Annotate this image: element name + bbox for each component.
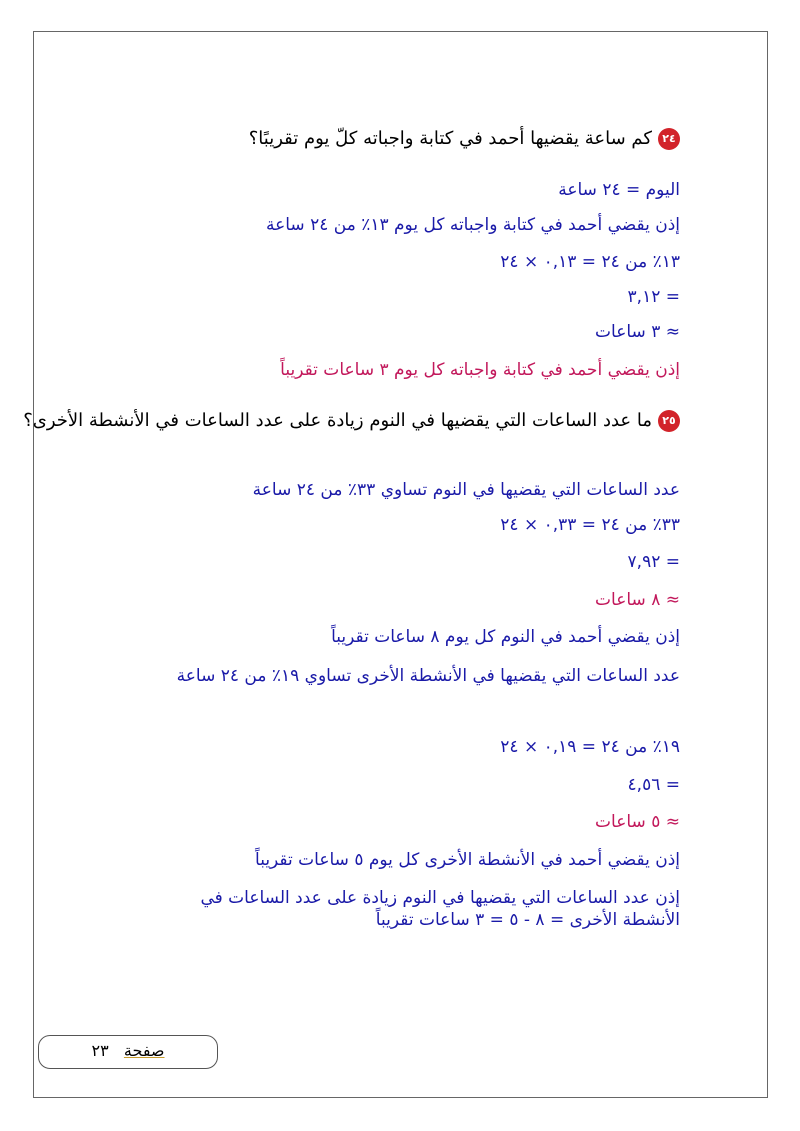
- question-25: [23, 410, 680, 432]
- answer-line: = ٣,١٢: [627, 287, 680, 307]
- answer-line: ١٣٪ من ٢٤ = ٠,١٣ × ٢٤: [500, 252, 680, 272]
- answer-line: ١٩٪ من ٢٤ = ٠,١٩ × ٢٤: [500, 737, 680, 757]
- answer-line: ≈ ٣ ساعات: [595, 322, 680, 342]
- approx-line: ≈ ٥ ساعات: [595, 812, 680, 832]
- answer-line: اليوم = ٢٤ ساعة: [558, 180, 680, 200]
- conclusion-line: إذن يقضي أحمد في كتابة واجباته كل يوم ٣ ساعات تقريباً: [280, 360, 680, 380]
- approx-line: ≈ ٨ ساعات: [595, 590, 680, 610]
- answer-line: عدد الساعات التي يقضيها في النوم تساوي ٣٣٪ من ٢٤ ساعة: [252, 480, 680, 500]
- final-answer: إذن عدد الساعات التي يقضيها في النوم زيادة على عدد الساعات في الأنشطة الأخرى = ٨ - ٥ = ٣ ساعات تقريباً: [200, 888, 680, 930]
- answer-line: ٣٣٪ من ٢٤ = ٠,٣٣ × ٢٤: [500, 515, 680, 535]
- answer-line: عدد الساعات التي يقضيها في الأنشطة الأخرى تساوي ١٩٪ من ٢٤ ساعة: [176, 666, 680, 686]
- answer-line: إذن يقضي أحمد في كتابة واجباته كل يوم ١٣٪ من ٢٤ ساعة: [265, 215, 680, 235]
- answer-line: = ٤,٥٦: [627, 775, 680, 795]
- question-text: كم ساعة يقضيها أحمد في كتابة واجباته كلّ يوم تقريبًا؟: [248, 128, 652, 149]
- question-number-badge: ٢٥: [658, 410, 680, 432]
- question-number-badge: ٢٤: [658, 128, 680, 150]
- answer-line: = ٧,٩٢: [627, 552, 680, 572]
- page-label: صفحة: [123, 1041, 165, 1060]
- page-number: ٢٣: [91, 1041, 109, 1060]
- question-text: ما عدد الساعات التي يقضيها في النوم زيادة على عدد الساعات في الأنشطة الأخرى؟: [23, 410, 652, 431]
- question-24: [249, 128, 680, 150]
- conclusion-line: إذن يقضي أحمد في النوم كل يوم ٨ ساعات تقريباً: [331, 627, 680, 647]
- conclusion-line: إذن يقضي أحمد في الأنشطة الأخرى كل يوم ٥ ساعات تقريباً: [255, 850, 680, 870]
- page-number-box: [38, 1035, 218, 1069]
